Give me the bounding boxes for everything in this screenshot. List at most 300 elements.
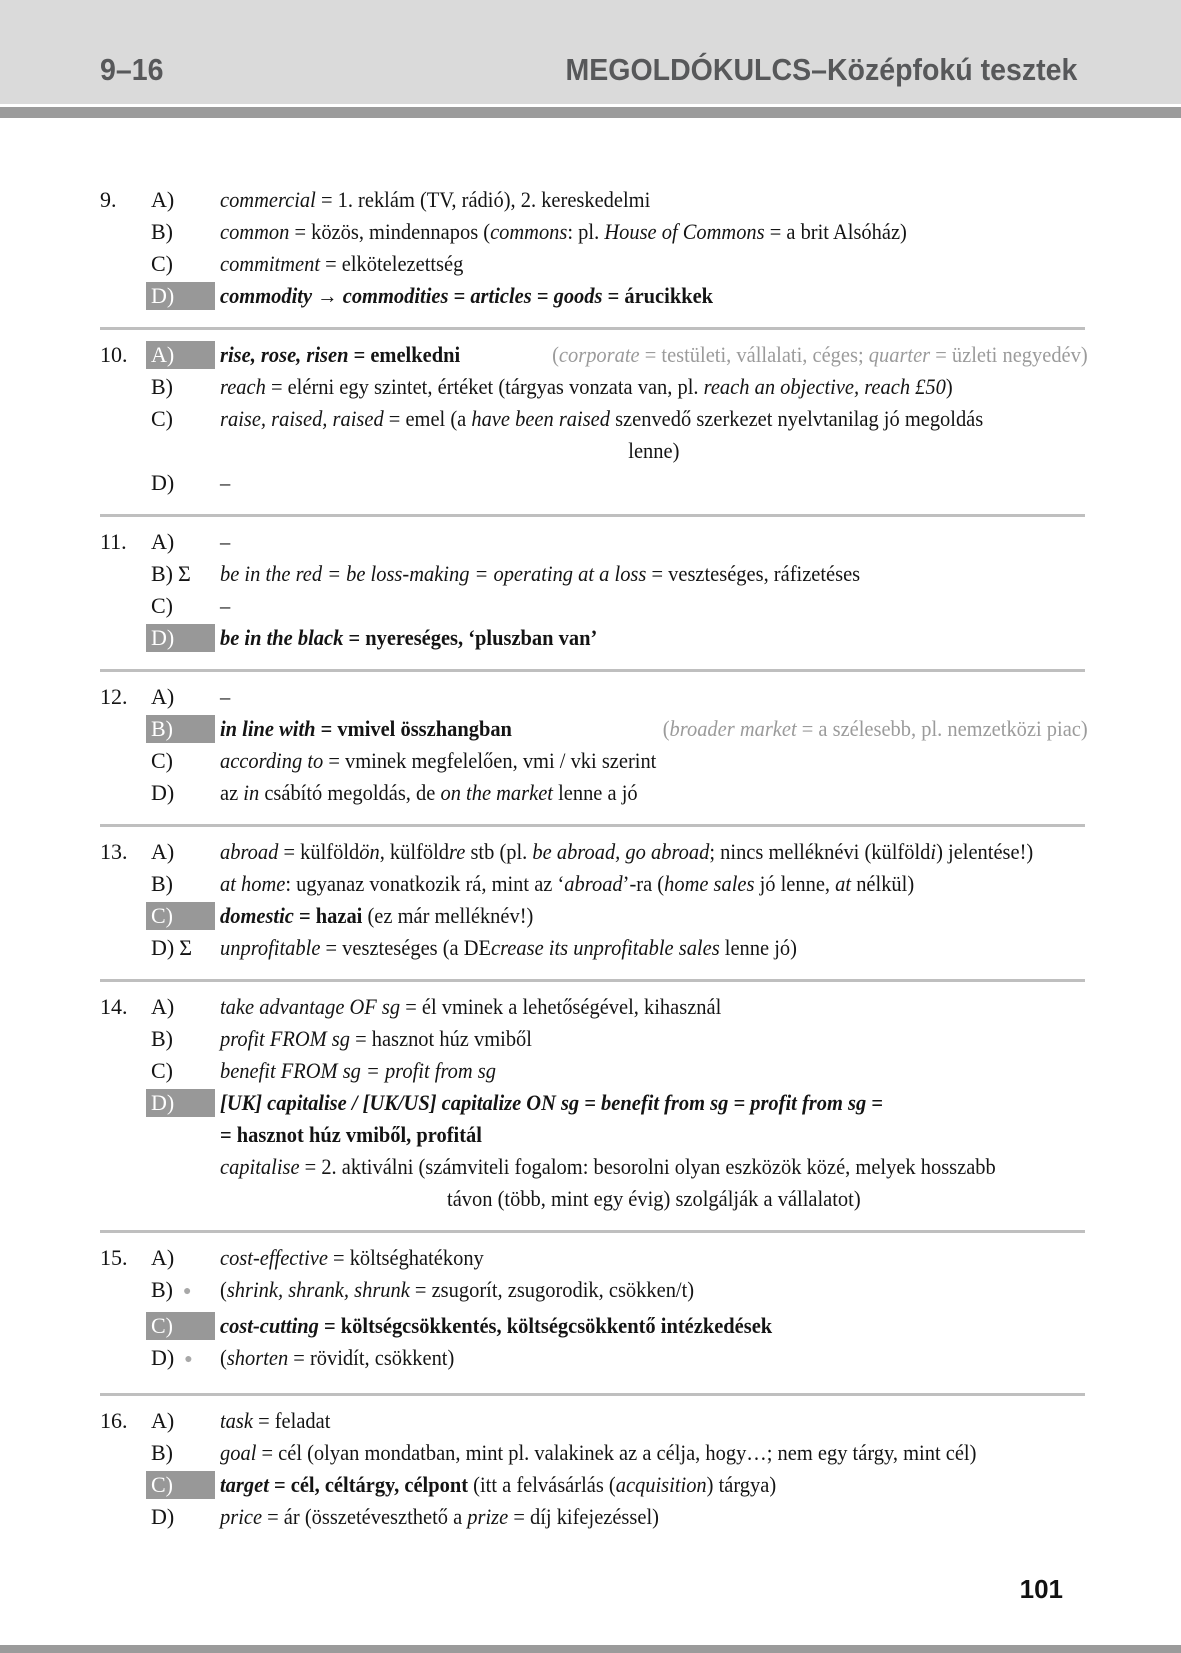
item-separator <box>100 514 1085 517</box>
text-segment: [UK] capitalise / [UK/US] capitalize ON sg = benefit from sg = profit from sg = <box>220 1090 883 1115</box>
correct-answer-letter: C) <box>146 1471 215 1499</box>
answer-option-row <box>100 558 1181 590</box>
option-letter-cell <box>146 1342 220 1378</box>
note-segment: = testületi, vállalati, céges; <box>639 342 869 367</box>
option-text-line <box>220 1342 1088 1374</box>
option-text <box>220 590 1088 622</box>
item-number: 13. <box>100 839 128 864</box>
option-note <box>663 713 1088 745</box>
option-letter-cell <box>146 681 220 713</box>
item-number: 15. <box>100 1245 128 1270</box>
option-text <box>220 1242 1088 1274</box>
item-number: 10. <box>100 342 128 367</box>
page-number: 101 <box>1019 1574 1063 1604</box>
note-segment: = üzleti negyedév) <box>930 342 1088 367</box>
answer-item <box>100 991 1181 1215</box>
answer-option-row <box>100 1055 1181 1087</box>
option-letter: A) <box>151 1245 175 1270</box>
option-letter-cell <box>146 1469 220 1501</box>
option-letter-cell <box>146 1405 220 1437</box>
option-letter: A) <box>151 529 175 554</box>
text-segment: : pl. <box>567 219 605 244</box>
text-segment: unprofitable <box>220 935 321 960</box>
text-segment: = veszteséges, ráfizetéses <box>646 561 861 586</box>
text-segment: target <box>220 1472 269 1497</box>
option-text <box>220 526 1088 558</box>
option-letter-cell <box>146 184 220 216</box>
text-segment: = emelkedni <box>348 342 461 367</box>
answer-option-row <box>100 526 1181 558</box>
answer-option-row <box>100 745 1181 777</box>
note-segment: = a szélesebb, pl. nemzetközi piac) <box>796 716 1088 741</box>
text-segment: = költségcsökkentés, költségcsökkentő intézkedések <box>318 1313 773 1338</box>
option-letter-cell <box>146 1310 220 1342</box>
text-segment: , külföld <box>379 839 450 864</box>
text-segment: = vmivel összhangban <box>315 716 512 741</box>
text-segment: = emel (a <box>383 406 472 431</box>
text-segment: ön <box>359 839 380 864</box>
text-segment: = feladat <box>252 1408 331 1433</box>
text-segment: = él vminek a lehetőségével, kihasznál <box>400 994 722 1019</box>
text-segment: = veszteséges (a DE <box>320 935 492 960</box>
answer-option-row <box>100 1023 1181 1055</box>
text-segment: be abroad, go abroad <box>532 839 710 864</box>
option-text-line <box>220 836 1088 868</box>
text-segment: commons <box>490 219 568 244</box>
text-segment: re <box>449 839 466 864</box>
item-separator <box>100 1230 1085 1233</box>
text-segment: benefit FROM sg = profit from sg <box>220 1058 496 1083</box>
text-segment: ) <box>945 374 953 399</box>
text-segment: crease its unprofitable sales <box>491 935 720 960</box>
text-segment: reach an objective, reach £50 <box>703 374 946 399</box>
option-letter: A) <box>151 684 175 709</box>
option-text-line <box>220 713 1088 745</box>
text-segment: = elérni egy szintet, értéket (tárgyas vonzata van, pl. <box>265 374 704 399</box>
item-separator <box>100 669 1085 672</box>
text-segment: = ár (összetéveszthető a <box>262 1504 468 1529</box>
answer-option-row <box>100 1437 1181 1469</box>
option-note <box>552 339 1088 371</box>
answer-item <box>100 339 1181 499</box>
option-text <box>220 339 1088 371</box>
option-letter-cell <box>146 1437 220 1469</box>
answer-option-row <box>100 1310 1181 1342</box>
text-segment: = 2. aktiválni (számviteli fogalom: besorolni olyan eszközök közé, melyek hosszabb <box>299 1154 996 1179</box>
option-text <box>220 1274 1088 1306</box>
option-text <box>220 558 1088 590</box>
option-letter-cell <box>146 248 220 280</box>
text-segment: at home <box>220 871 286 896</box>
text-segment: = hazai <box>293 903 363 928</box>
option-text <box>220 681 1088 713</box>
option-letter: B) <box>151 219 173 244</box>
text-segment: (ez már melléknév!) <box>362 903 534 928</box>
text-segment: = elkötelezettség <box>320 251 464 276</box>
option-letter: B) <box>151 561 173 586</box>
answer-option-row <box>100 248 1181 280</box>
item-separator <box>100 327 1085 330</box>
text-segment: raise, raised, raised <box>220 406 384 431</box>
answer-option-row <box>100 184 1181 216</box>
item-number: 16. <box>100 1408 128 1433</box>
option-letter-cell <box>146 868 220 900</box>
option-letter-cell <box>146 991 220 1023</box>
text-segment: cost-cutting <box>220 1313 319 1338</box>
item-number: 9. <box>100 187 117 212</box>
option-text-line <box>220 467 1088 499</box>
option-letter: C) <box>151 593 173 618</box>
text-segment: ; nincs melléknévi (külföld <box>709 839 931 864</box>
option-letter: B) <box>151 1440 173 1465</box>
option-text-line <box>220 1310 1088 1342</box>
header-title: MEGOLDÓKULCS–Középfokú tesztek <box>565 52 1077 87</box>
option-letter-cell <box>146 1055 220 1087</box>
text-segment: in <box>243 780 260 805</box>
text-segment: cost-effective <box>220 1245 328 1270</box>
text-segment: lenne a jó <box>552 780 638 805</box>
answer-option-row <box>100 280 1181 312</box>
item-number: 14. <box>100 994 128 1019</box>
answer-option-row <box>100 1469 1181 1501</box>
option-letter: B) <box>151 1277 173 1302</box>
answer-option-row <box>100 590 1181 622</box>
option-letter-cell <box>146 526 220 558</box>
option-letter-cell <box>146 280 220 312</box>
option-letter: A) <box>151 187 175 212</box>
option-letter-cell <box>146 467 220 499</box>
text-segment: = zsugorít, zsugorodik, csökken/t) <box>409 1277 695 1302</box>
text-segment: ( <box>220 1277 227 1302</box>
option-letter: D) <box>151 1504 175 1529</box>
text-segment: = a brit Alsóház) <box>764 219 907 244</box>
option-text-line <box>220 1469 1088 1501</box>
option-text-line <box>220 991 1088 1023</box>
text-segment: commitment <box>220 251 321 276</box>
option-letter-cell <box>146 403 220 435</box>
text-segment: távon (több, mint egy évig) szolgálják a vállalatot) <box>447 1186 861 1211</box>
option-letter-cell <box>146 590 220 622</box>
option-text-line <box>220 1242 1088 1274</box>
option-text-line <box>220 1183 1088 1215</box>
bottom-rule <box>0 1645 1181 1653</box>
text-segment: acquisition <box>615 1472 707 1497</box>
text-segment: nélkül) <box>851 871 915 896</box>
option-letter: C) <box>151 1058 173 1083</box>
answer-option-row <box>100 339 1181 371</box>
option-text-line <box>220 184 1088 216</box>
text-segment: ) jelentése!) <box>936 839 1034 864</box>
text-segment: – <box>220 470 231 495</box>
answer-key-content <box>0 118 1181 1533</box>
text-segment: = közös, mindennapos ( <box>289 219 491 244</box>
option-letter-cell <box>146 836 220 868</box>
option-letter-cell <box>146 622 220 654</box>
option-text-line <box>220 1405 1088 1437</box>
note-segment: ( <box>552 342 559 367</box>
correct-answer-letter: D) <box>146 624 215 652</box>
note-segment: broader market <box>669 716 797 741</box>
option-letter-cell <box>146 1501 220 1533</box>
text-segment: = 1. reklám (TV, rádió), 2. kereskedelmi <box>315 187 651 212</box>
answer-option-row <box>100 932 1181 964</box>
text-segment: = költséghatékony <box>327 1245 484 1270</box>
answer-option-row <box>100 371 1181 403</box>
option-text <box>220 1342 1088 1374</box>
option-letter-cell <box>146 558 220 590</box>
answer-option-row <box>100 836 1181 868</box>
item-number: 12. <box>100 684 128 709</box>
option-text-line <box>220 1119 1088 1151</box>
text-segment: reach <box>220 374 266 399</box>
option-text <box>220 900 1088 932</box>
text-segment: = külföld <box>278 839 360 864</box>
option-text <box>220 622 1088 654</box>
option-text-line <box>220 526 1088 558</box>
option-letter-cell <box>146 1274 220 1310</box>
option-text-line <box>220 932 1088 964</box>
option-letter: D) <box>151 935 175 960</box>
option-text-line <box>220 1501 1088 1533</box>
option-text-line <box>220 622 1088 654</box>
text-segment: abroad <box>220 839 279 864</box>
header-page-range: 9–16 <box>100 52 164 87</box>
option-text <box>220 836 1088 868</box>
text-segment: = hasznot húz vmiből <box>349 1026 532 1051</box>
option-text <box>220 248 1088 280</box>
answer-item <box>100 1405 1181 1533</box>
option-letter: A) <box>151 1408 175 1433</box>
option-text-line <box>220 745 1088 777</box>
option-letter-cell <box>146 339 220 371</box>
option-text <box>220 1310 1088 1342</box>
answer-item <box>100 184 1181 312</box>
text-segment: abroad <box>564 871 623 896</box>
answer-item <box>100 526 1181 654</box>
option-text-line <box>220 1055 1088 1087</box>
text-segment: = árucikkek <box>602 283 714 308</box>
note-segment: quarter <box>868 342 931 367</box>
text-segment: lenne jó) <box>719 935 797 960</box>
correct-answer-letter: B) <box>146 715 215 743</box>
correct-answer-letter: D) <box>146 282 215 310</box>
option-letter: B) <box>151 1026 173 1051</box>
answer-option-row <box>100 1501 1181 1533</box>
correct-answer-letter: C) <box>146 902 215 930</box>
text-segment: be in the black <box>220 625 344 650</box>
option-text <box>220 713 1088 745</box>
option-letter-cell <box>146 216 220 248</box>
option-letter: C) <box>151 406 173 431</box>
option-letter: C) <box>151 251 173 276</box>
text-segment: ) tárgya) <box>706 1472 777 1497</box>
option-letter: A) <box>151 994 175 1019</box>
option-letter-cell <box>146 745 220 777</box>
answer-option-row <box>100 622 1181 654</box>
option-letter-cell <box>146 713 220 745</box>
text-segment: task <box>220 1408 253 1433</box>
option-text-line <box>220 1274 1088 1306</box>
text-segment: capitalise <box>220 1154 300 1179</box>
option-text <box>220 1405 1088 1437</box>
text-segment: commercial <box>220 187 316 212</box>
text-segment: = nyereséges, ‘pluszban van’ <box>343 625 598 650</box>
answer-option-row <box>100 1274 1181 1310</box>
option-text <box>220 991 1088 1023</box>
option-text <box>220 467 1088 499</box>
text-segment: common <box>220 219 290 244</box>
text-segment: az <box>220 780 244 805</box>
sigma-icon: Σ <box>179 935 193 960</box>
option-text-line <box>220 1151 1088 1183</box>
option-letter-cell <box>146 1023 220 1055</box>
answer-option-row <box>100 467 1181 499</box>
text-segment: lenne) <box>628 438 680 463</box>
bullet-icon: ● <box>184 1352 193 1367</box>
text-segment: according to <box>220 748 324 773</box>
text-segment: take advantage OF sg <box>220 994 401 1019</box>
items-container <box>100 184 1181 1533</box>
option-text-line <box>220 280 1088 312</box>
text-segment: profit FROM sg <box>220 1026 350 1051</box>
text-segment: shorten <box>226 1345 289 1370</box>
answer-option-row <box>100 681 1181 713</box>
option-text <box>220 1501 1088 1533</box>
answer-item <box>100 1242 1181 1378</box>
text-segment: domestic <box>220 903 294 928</box>
option-text-line <box>220 339 1088 371</box>
option-text <box>220 868 1088 900</box>
option-text-line <box>220 900 1088 932</box>
answer-item <box>100 681 1181 809</box>
text-segment: goal <box>220 1440 257 1465</box>
text-segment: – <box>220 593 231 618</box>
item-number: 11. <box>100 529 127 554</box>
option-text <box>220 280 1088 312</box>
text-segment: rise, rose, risen <box>220 342 349 367</box>
text-segment: : ugyanaz vonatkozik rá, mint az ‘ <box>285 871 565 896</box>
text-segment: on the market <box>440 780 553 805</box>
option-letter-cell <box>146 371 220 403</box>
text-segment: = rövidít, csökkent) <box>288 1345 455 1370</box>
text-segment: i <box>930 839 937 864</box>
option-text-line <box>220 435 1088 467</box>
correct-answer-letter: A) <box>146 341 215 369</box>
option-text <box>220 745 1088 777</box>
option-text <box>220 1023 1088 1055</box>
item-separator <box>100 824 1085 827</box>
option-text <box>220 1437 1088 1469</box>
item-separator <box>100 979 1085 982</box>
text-segment: szenvedő szerkezet nyelvtanilag jó megoldás <box>609 406 984 431</box>
answer-option-row <box>100 1342 1181 1378</box>
answer-option-row <box>100 868 1181 900</box>
answer-item <box>100 836 1181 964</box>
text-segment: price <box>220 1504 263 1529</box>
text-segment: (itt a felvásárlás ( <box>468 1472 616 1497</box>
text-segment: = hasznot húz vmiből, profitál <box>220 1122 482 1147</box>
correct-answer-letter: D) <box>146 1089 215 1117</box>
text-segment: have been raised <box>471 406 610 431</box>
option-letter: B) <box>151 871 173 896</box>
note-segment: corporate <box>558 342 640 367</box>
option-text <box>220 777 1088 809</box>
option-letter: C) <box>151 748 173 773</box>
option-text <box>220 216 1088 248</box>
text-segment: – <box>220 684 231 709</box>
option-text-line <box>220 216 1088 248</box>
text-segment: shrink, shrank, shrunk <box>226 1277 410 1302</box>
text-segment: = vminek megfelelően, vmi / vki szerint <box>323 748 657 773</box>
option-text <box>220 403 1088 467</box>
text-segment: ( <box>220 1345 227 1370</box>
answer-option-row <box>100 900 1181 932</box>
correct-answer-letter: C) <box>146 1312 215 1340</box>
text-segment: ’-ra ( <box>622 871 665 896</box>
text-segment: home sales <box>664 871 755 896</box>
option-text <box>220 1469 1088 1501</box>
text-segment: jó lenne, <box>754 871 836 896</box>
sigma-icon: Σ <box>178 561 191 586</box>
option-text-line <box>220 371 1088 403</box>
text-segment: be in the red = be loss-making = operating at a loss <box>220 561 647 586</box>
option-text <box>220 1055 1088 1087</box>
option-text-line <box>220 1023 1088 1055</box>
option-text-line <box>220 1087 1088 1119</box>
option-letter: D) <box>151 1345 175 1370</box>
answer-option-row <box>100 1087 1181 1215</box>
text-segment: – <box>220 529 231 554</box>
answer-option-row <box>100 216 1181 248</box>
page-header <box>0 0 1181 104</box>
text-segment: House of Commons <box>604 219 765 244</box>
text-segment: = díj kifejezéssel) <box>508 1504 659 1529</box>
text-segment: commodity → commodities = articles = goods <box>220 283 603 308</box>
option-letter-cell <box>146 777 220 809</box>
answer-option-row <box>100 991 1181 1023</box>
option-letter: A) <box>151 839 175 864</box>
option-letter-cell <box>146 900 220 932</box>
answer-option-row <box>100 777 1181 809</box>
text-segment: at <box>835 871 852 896</box>
option-text <box>220 184 1088 216</box>
option-text <box>220 932 1088 964</box>
option-letter-cell <box>146 1087 220 1119</box>
option-text-line <box>220 777 1088 809</box>
option-text <box>220 1087 1088 1215</box>
text-segment: in line with <box>220 716 316 741</box>
option-text-line <box>220 248 1088 280</box>
text-segment: = cél (olyan mondatban, mint pl. valakinek az a célja, hogy…; nem egy tárgy, mint cél) <box>256 1440 977 1465</box>
option-letter: D) <box>151 780 175 805</box>
answer-option-row <box>100 1242 1181 1274</box>
option-text-line <box>220 558 1088 590</box>
text-segment: stb (pl. <box>465 839 533 864</box>
option-text-line <box>220 868 1088 900</box>
option-text <box>220 371 1088 403</box>
option-letter-cell <box>146 1242 220 1274</box>
text-segment: prize <box>467 1504 509 1529</box>
option-text-line <box>220 681 1088 713</box>
header-rule <box>0 107 1181 118</box>
option-text-line <box>220 590 1088 622</box>
text-segment: csábító megoldás, de <box>259 780 441 805</box>
option-letter: D) <box>151 470 175 495</box>
answer-option-row <box>100 403 1181 467</box>
text-segment: = cél, céltárgy, célpont <box>268 1472 469 1497</box>
option-letter-cell <box>146 932 220 964</box>
note-segment: ( <box>662 716 670 741</box>
